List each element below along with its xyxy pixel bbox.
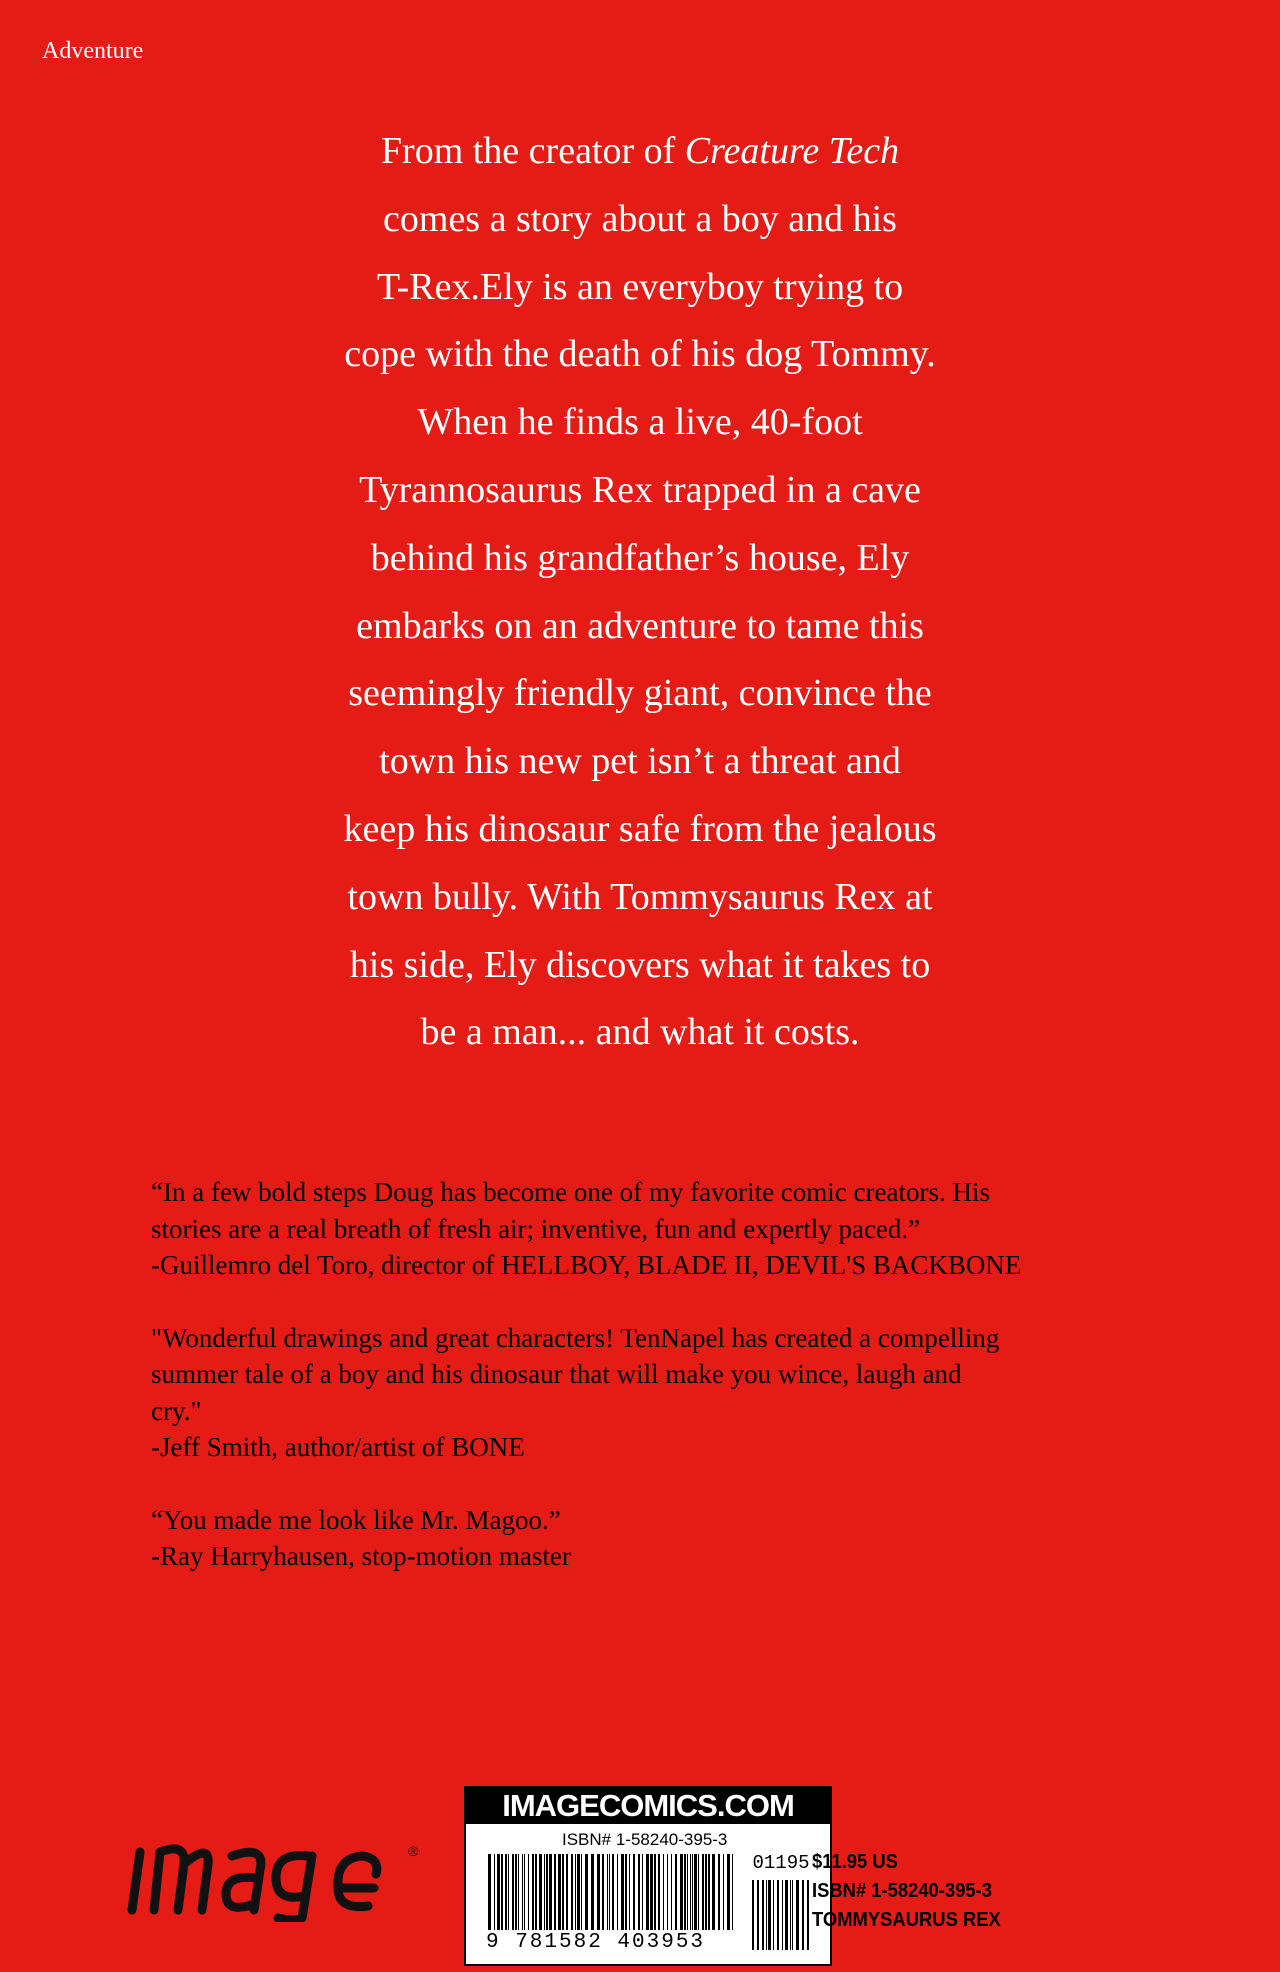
- barcode-bar: [554, 1854, 556, 1930]
- barcode-bar: [612, 1854, 614, 1930]
- barcode-bar: [625, 1854, 627, 1930]
- barcode-bar: [515, 1854, 517, 1930]
- barcode-bar: [646, 1854, 649, 1930]
- barcode-bar: [698, 1854, 699, 1930]
- barcode-addon-digits: 01195: [752, 1852, 810, 1874]
- price-info: [812, 1848, 1001, 1935]
- barcode-site-url: IMAGECOMICS.COM: [466, 1788, 830, 1824]
- blurb-line: town his new pet isn’t a threat and: [379, 740, 901, 783]
- barcode-bar: [658, 1854, 660, 1930]
- barcode-bar: [508, 1854, 509, 1930]
- barcode-bar: [796, 1880, 799, 1950]
- barcode-bar: [581, 1854, 582, 1930]
- barcode-bar: [638, 1854, 640, 1930]
- quote-harryhausen: [151, 1502, 1161, 1575]
- barcode-bar: [512, 1854, 514, 1930]
- blurb-line: cope with the death of his dog Tommy.: [344, 333, 936, 376]
- barcode-bar: [705, 1854, 707, 1930]
- barcode-bar: [642, 1854, 643, 1930]
- barcode-bar: [654, 1854, 656, 1930]
- barcode-bar: [558, 1854, 561, 1930]
- barcode-bar: [566, 1854, 568, 1930]
- quote-jeff-smith: [151, 1320, 1161, 1466]
- quote-line: "Wonderful drawings and great characters! TenNapel has created a compelling: [151, 1322, 1000, 1353]
- barcode-bars: [486, 1854, 736, 1932]
- blurb-line: keep his dinosaur safe from the jealous: [343, 807, 937, 850]
- barcode-bar: [539, 1854, 542, 1930]
- barcode-bar: [667, 1854, 668, 1930]
- blurb-line: Tyrannosaurus Rex trapped in a cave: [359, 468, 921, 511]
- quote-line: “You made me look like Mr. Magoo.”: [151, 1504, 561, 1535]
- barcode-bar: [766, 1880, 767, 1950]
- barcode-bar: [708, 1854, 710, 1930]
- barcode-bar: [712, 1854, 715, 1930]
- barcode-bar: [687, 1854, 688, 1930]
- blurb-line: [200, 118, 1080, 186]
- barcode-bar: [723, 1854, 724, 1930]
- barcode-bar: [727, 1854, 730, 1930]
- barcode-bar: [597, 1854, 600, 1930]
- barcode-bar: [571, 1854, 573, 1930]
- barcode-bar: [650, 1854, 653, 1930]
- barcode-bar: [768, 1880, 771, 1950]
- barcode-bar: [494, 1854, 495, 1930]
- blurb-line: town bully. With Tommysaurus Rex at: [347, 875, 933, 918]
- blurb-line: When he finds a live, 40-foot: [417, 401, 863, 444]
- barcode-bar: [497, 1854, 500, 1930]
- barcode-bar: [680, 1854, 683, 1930]
- back-cover-footer: [0, 1760, 1280, 1972]
- barcode-bar: [577, 1854, 580, 1930]
- barcode-bar: [522, 1854, 523, 1930]
- barcode-bar: [607, 1854, 608, 1930]
- blurb-text: From the creator of: [380, 130, 685, 172]
- barcode-bar: [549, 1854, 552, 1930]
- barcode-bar: [684, 1854, 686, 1930]
- barcode-bar: [792, 1880, 793, 1950]
- barcode-bar: [752, 1880, 754, 1950]
- barcode-bar: [807, 1880, 809, 1950]
- barcode-bar: [602, 1854, 604, 1930]
- barcode-bar: [617, 1854, 618, 1930]
- quote-line: summer tale of a boy and his dinosaur that will make you wince, laugh and: [151, 1359, 962, 1389]
- barcode-bar: [629, 1854, 630, 1930]
- barcode-bar: [694, 1854, 697, 1930]
- barcode-bar: [790, 1880, 791, 1950]
- blurb-line: T-Rex.Ely is an everyboy trying to: [376, 265, 904, 308]
- barcode-addon-bars: [750, 1880, 812, 1952]
- barcode-bar: [762, 1880, 764, 1950]
- barcode-bar: [524, 1854, 525, 1930]
- barcode-bar: [501, 1854, 503, 1930]
- barcode-bar: [773, 1880, 774, 1950]
- blurb-line: embarks on an adventure to tame this: [356, 604, 924, 647]
- isbn-label: ISBN# 1-58240-395-3: [812, 1880, 993, 1902]
- barcode-bar: [591, 1854, 594, 1930]
- barcode-bar: [535, 1854, 537, 1930]
- barcode-bar: [532, 1854, 534, 1930]
- blurb-line: comes a story about a boy and his: [383, 197, 897, 240]
- barcode-bar: [690, 1854, 691, 1930]
- quote-line: stories are a real breath of fresh air; inventive, fun and expertly paced.”: [151, 1213, 921, 1244]
- price-label: $11.95 US: [812, 1851, 898, 1873]
- barcode-bar: [671, 1854, 672, 1930]
- synopsis-blurb: [200, 118, 1080, 1067]
- quote-attribution: -Ray Harryhausen, stop-motion master: [151, 1541, 571, 1571]
- quote-attribution: -Jeff Smith, author/artist of BONE: [151, 1432, 525, 1462]
- barcode-bar: [757, 1880, 759, 1950]
- barcode-bar: [528, 1854, 529, 1930]
- genre-label: Adventure: [42, 38, 144, 64]
- series-title-italic: Creature Tech: [684, 130, 900, 172]
- barcode-bar: [675, 1854, 677, 1930]
- quote-line: cry.": [151, 1395, 202, 1426]
- barcode-bar: [546, 1854, 548, 1930]
- barcode-bar: [505, 1854, 507, 1930]
- barcode-bar: [718, 1854, 720, 1930]
- barcode-isbn: ISBN# 1-58240-395-3: [562, 1830, 728, 1849]
- registered-mark: ®: [408, 1843, 419, 1859]
- quote-attribution: -Guillemro del Toro, director of HELLBOY, BLADE II, DEVIL'S BACKBONE: [151, 1250, 1022, 1280]
- blurb-line: his side, Ely discovers what it takes to: [349, 943, 931, 986]
- blurb-line: behind his grandfather’s house, Ely: [370, 536, 910, 579]
- barcode-bar: [782, 1880, 783, 1950]
- barcode-bar: [785, 1880, 788, 1950]
- barcode-bar: [663, 1854, 664, 1930]
- quote-del-toro: [151, 1174, 1161, 1284]
- barcode-bar: [732, 1854, 733, 1930]
- barcode-bar: [488, 1854, 491, 1930]
- barcode-bar: [777, 1880, 779, 1950]
- barcode-bar: [633, 1854, 635, 1930]
- barcode-digits: 9 781582 403953: [486, 1931, 706, 1954]
- blurb-line: seemingly friendly giant, convince the: [348, 672, 932, 715]
- quote-line: “In a few bold steps Doug has become one of my favorite comic creators. His: [151, 1177, 990, 1207]
- barcode-panel: [464, 1786, 832, 1966]
- book-title-label: TOMMYSAURUS REX: [812, 1909, 1001, 1931]
- blurb-line: be a man... and what it costs.: [420, 1011, 860, 1054]
- barcode-bar: [802, 1880, 804, 1950]
- image-comics-logo: [126, 1818, 426, 1922]
- barcode-bar: [621, 1854, 624, 1930]
- barcode-bar: [544, 1854, 545, 1930]
- barcode-bar: [518, 1854, 519, 1930]
- barcode-bar: [692, 1854, 693, 1930]
- barcode-bar: [575, 1854, 576, 1930]
- barcode-bar: [609, 1854, 610, 1930]
- barcode-bar: [702, 1854, 704, 1930]
- barcode-bar: [562, 1854, 564, 1930]
- review-quotes: [151, 1174, 1161, 1611]
- barcode-bar: [585, 1854, 588, 1930]
